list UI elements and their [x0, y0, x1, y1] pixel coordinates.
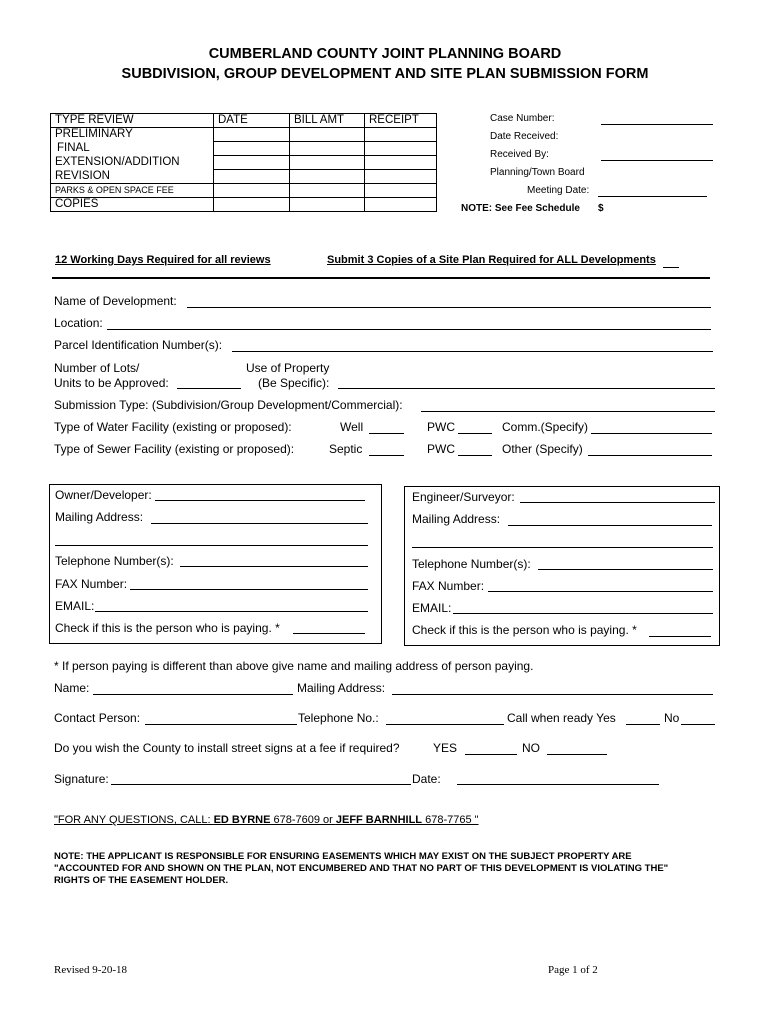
engineer-fax-field[interactable]	[488, 591, 713, 592]
water-well-field[interactable]	[369, 433, 404, 434]
development-name-label: Name of Development:	[54, 294, 177, 308]
table-cell[interactable]	[214, 128, 290, 142]
parcel-id-field[interactable]	[232, 351, 713, 352]
table-row-copies: COPIES	[51, 198, 214, 212]
section-divider	[52, 277, 710, 279]
signs-yes-label: YES	[433, 741, 458, 755]
call-no-field[interactable]	[681, 724, 715, 725]
easement-note-line2: "ACCOUNTED FOR AND SHOWN ON THE PLAN, NOT ENCUMBERED AND THAT NO PART OF THIS DEVELOPMENT IS VIOLATING THE"	[54, 863, 669, 874]
contact-prefix: "FOR ANY QUESTIONS, CALL:	[54, 814, 214, 826]
units-approved-label: Units to be Approved:	[54, 376, 169, 390]
sewer-facility-label: Type of Sewer Facility (existing or proposed):	[54, 442, 295, 456]
sewer-pwc-label: PWC	[427, 442, 455, 456]
signature-date-label: Date:	[412, 772, 441, 786]
table-cell[interactable]	[214, 198, 290, 212]
table-cell[interactable]	[365, 170, 437, 184]
table-header-bill-amt: BILL AMT	[290, 114, 365, 128]
engineer-mailing-field-2[interactable]	[412, 547, 713, 548]
water-pwc-field[interactable]	[458, 433, 492, 434]
contact-phone-2: 678-7765 "	[422, 814, 479, 826]
payer-mailing-label: Mailing Address:	[297, 681, 386, 695]
owner-label: Owner/Developer:	[55, 488, 152, 502]
call-yes-field[interactable]	[626, 724, 660, 725]
received-by-field[interactable]	[601, 160, 713, 161]
signature-date-field[interactable]	[457, 784, 659, 785]
owner-mailing-field-2[interactable]	[55, 545, 368, 546]
table-cell[interactable]	[365, 198, 437, 212]
contact-person-label: Contact Person:	[54, 711, 141, 725]
table-row-parks-fee: PARKS & OPEN SPACE FEE	[51, 184, 214, 198]
table-cell[interactable]	[290, 142, 365, 156]
engineer-email-field[interactable]	[453, 613, 713, 614]
payer-name-field[interactable]	[93, 694, 293, 695]
sewer-septic-label: Septic	[329, 442, 363, 456]
contact-name-2: JEFF BARNHILL	[335, 814, 423, 826]
owner-email-label: EMAIL:	[55, 599, 95, 613]
table-header-type-review: TYPE REVIEW	[51, 114, 214, 128]
payer-intro: * If person paying is different than above give name and mailing address of person paying.	[54, 659, 534, 673]
table-cell[interactable]	[290, 198, 365, 212]
table-row-extension: EXTENSION/ADDITION	[51, 156, 214, 170]
fee-schedule-note: NOTE: See Fee Schedule	[461, 203, 580, 214]
signs-no-field[interactable]	[547, 754, 607, 755]
contact-name-1: ED BYRNE	[213, 814, 271, 826]
table-row-preliminary: PRELIMINARY	[51, 128, 214, 142]
received-by-label: Received By:	[490, 149, 549, 160]
water-comm-label: Comm.(Specify)	[502, 420, 589, 434]
number-of-lots-label: Number of Lots/	[54, 361, 140, 375]
water-comm-field[interactable]	[591, 433, 712, 434]
table-cell[interactable]	[290, 184, 365, 198]
signature-field[interactable]	[111, 784, 411, 785]
water-pwc-label: PWC	[427, 420, 455, 434]
form-title-line1: CUMBERLAND COUNTY JOINT PLANNING BOARD	[208, 46, 562, 62]
owner-check-label: Check if this is the person who is paying. *	[55, 621, 280, 635]
table-cell[interactable]	[290, 128, 365, 142]
table-cell[interactable]	[214, 184, 290, 198]
water-well-label: Well	[340, 420, 364, 434]
questions-contact-line	[54, 814, 479, 826]
signature-label: Signature:	[54, 772, 109, 786]
be-specific-label: (Be Specific):	[258, 376, 330, 390]
case-number-label: Case Number:	[490, 113, 555, 124]
working-days-notice: 12 Working Days Required for all reviews	[55, 254, 271, 266]
owner-telephone-field[interactable]	[180, 566, 368, 567]
engineer-telephone-field[interactable]	[538, 569, 713, 570]
owner-field[interactable]	[155, 500, 365, 501]
engineer-mailing-field[interactable]	[508, 525, 712, 526]
call-when-ready-label: Call when ready Yes	[507, 711, 616, 725]
submission-type-field[interactable]	[421, 411, 715, 412]
date-received-label: Date Received:	[490, 131, 559, 142]
page-number: Page 1 of 2	[548, 964, 598, 976]
submission-type-label: Submission Type: (Subdivision/Group Development/Commercial):	[54, 398, 403, 412]
contact-telephone-field[interactable]	[386, 724, 504, 725]
easement-note-line1: NOTE: THE APPLICANT IS RESPONSIBLE FOR ENSURING EASEMENTS WHICH MAY EXIST ON THE SUBJECT PROPERTY ARE	[54, 851, 632, 862]
engineer-check-field[interactable]	[649, 636, 711, 637]
meeting-date-field[interactable]	[598, 196, 707, 197]
dollar-sign: $	[598, 203, 604, 214]
engineer-mailing-label: Mailing Address:	[412, 512, 501, 526]
table-row-revision: REVISION	[51, 170, 214, 184]
table-row-final: FINAL	[51, 142, 214, 156]
water-facility-label: Type of Water Facility (existing or proposed):	[54, 420, 292, 434]
owner-fax-label: FAX Number:	[55, 577, 128, 591]
review-type-table	[50, 113, 437, 212]
sewer-septic-field[interactable]	[369, 455, 404, 456]
use-of-property-field[interactable]	[338, 388, 715, 389]
engineer-label: Engineer/Surveyor:	[412, 490, 515, 504]
parcel-id-label: Parcel Identification Number(s):	[54, 338, 223, 352]
table-cell[interactable]	[365, 128, 437, 142]
owner-check-field[interactable]	[293, 633, 365, 634]
contact-person-field[interactable]	[145, 724, 297, 725]
engineer-email-label: EMAIL:	[412, 601, 452, 615]
engineer-telephone-label: Telephone Number(s):	[412, 557, 531, 571]
location-label: Location:	[54, 316, 103, 330]
signs-yes-field[interactable]	[465, 754, 517, 755]
table-cell[interactable]	[290, 156, 365, 170]
use-of-property-label: Use of Property	[246, 361, 330, 375]
table-cell[interactable]	[365, 156, 437, 170]
table-cell[interactable]	[214, 156, 290, 170]
location-field[interactable]	[107, 329, 711, 330]
engineer-check-label: Check if this is the person who is paying. *	[412, 623, 637, 637]
table-cell[interactable]	[214, 170, 290, 184]
contact-phone-1: 678-7609 or	[270, 814, 336, 826]
table-cell[interactable]	[214, 142, 290, 156]
sewer-other-label: Other (Specify)	[502, 442, 583, 456]
planning-board-label: Planning/Town Board	[490, 167, 585, 178]
sewer-pwc-field[interactable]	[458, 455, 492, 456]
signs-no-label: NO	[522, 741, 540, 755]
development-name-field[interactable]	[187, 307, 711, 308]
copies-notice: Submit 3 Copies of a Site Plan Required for ALL Developments	[327, 254, 656, 266]
owner-fax-field[interactable]	[130, 589, 368, 590]
form-title-line2: SUBDIVISION, GROUP DEVELOPMENT AND SITE PLAN SUBMISSION FORM	[121, 66, 649, 82]
case-number-field[interactable]	[601, 124, 713, 125]
engineer-field[interactable]	[520, 502, 715, 503]
payer-mailing-field[interactable]	[392, 694, 713, 695]
payer-name-label: Name:	[54, 681, 90, 695]
street-signs-question: Do you wish the County to install street signs at a fee if required?	[54, 741, 400, 755]
owner-telephone-label: Telephone Number(s):	[55, 554, 174, 568]
owner-email-field[interactable]	[95, 611, 368, 612]
easement-note-line3: RIGHTS OF THE EASEMENT HOLDER.	[54, 875, 229, 886]
table-header-date: DATE	[214, 114, 290, 128]
table-cell[interactable]	[365, 142, 437, 156]
table-cell[interactable]	[365, 184, 437, 198]
units-approved-field[interactable]	[177, 388, 241, 389]
revised-date: Revised 9-20-18	[54, 964, 128, 976]
meeting-date-label: Meeting Date:	[527, 185, 590, 196]
table-header-receipt: RECEIPT	[365, 114, 437, 128]
contact-telephone-label: Telephone No.:	[298, 711, 379, 725]
copies-notice-underline	[663, 267, 679, 268]
engineer-fax-label: FAX Number:	[412, 579, 485, 593]
owner-mailing-label: Mailing Address:	[55, 510, 144, 524]
sewer-other-field[interactable]	[588, 455, 712, 456]
table-cell[interactable]	[290, 170, 365, 184]
call-no-label: No	[664, 711, 680, 725]
owner-mailing-field[interactable]	[151, 523, 368, 524]
